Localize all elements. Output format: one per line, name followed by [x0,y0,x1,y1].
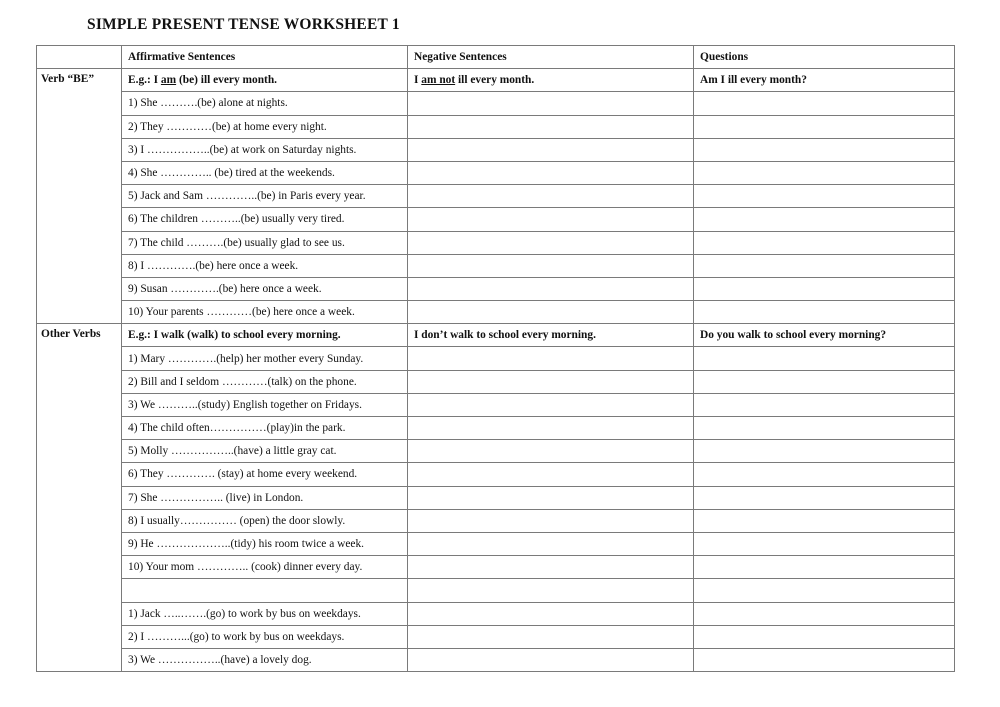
be-item-row [37,301,955,324]
negative-answer-cell[interactable] [408,393,694,416]
other-item-row [37,579,955,602]
negative-answer-cell[interactable] [408,301,694,324]
other-item-affirmative [122,579,408,602]
be-item-affirmative: 6) The children ………..(be) usually very tired. [122,208,408,231]
be-item-affirmative: 10) Your parents …………(be) here once a week. [122,301,408,324]
question-answer-cell[interactable] [694,277,955,300]
be-item-row [37,185,955,208]
be-example-neg-pre: I [414,74,422,87]
other-item-affirmative: 3) We ………..(study) English together on Fridays. [122,393,408,416]
be-item-row [37,208,955,231]
question-answer-cell[interactable] [694,486,955,509]
question-answer-cell[interactable] [694,185,955,208]
negative-answer-cell[interactable] [408,648,694,671]
negative-answer-cell[interactable] [408,161,694,184]
question-answer-cell[interactable] [694,579,955,602]
negative-answer-cell[interactable] [408,417,694,440]
question-answer-cell[interactable] [694,161,955,184]
be-example-aff-pre: E.g.: I [128,74,161,87]
other-item-affirmative: 5) Molly ……………..(have) a little gray cat. [122,440,408,463]
negative-answer-cell[interactable] [408,347,694,370]
be-item-affirmative: 5) Jack and Sam …………..(be) in Paris every year. [122,185,408,208]
negative-answer-cell[interactable] [408,231,694,254]
negative-answer-cell[interactable] [408,115,694,138]
question-answer-cell[interactable] [694,208,955,231]
negative-answer-cell[interactable] [408,579,694,602]
other-item-row [37,556,955,579]
be-item-row [37,161,955,184]
other-example-negative: I don’t walk to school every morning. [408,324,694,347]
be-section-label: Verb “BE” [37,69,122,324]
other-item-affirmative: 1) Jack …..…….(go) to work by bus on weekdays. [122,602,408,625]
other-section-label: Other Verbs [37,324,122,672]
other-item-affirmative: 4) The child often……………(play)in the park. [122,417,408,440]
question-answer-cell[interactable] [694,301,955,324]
question-answer-cell[interactable] [694,625,955,648]
negative-answer-cell[interactable] [408,138,694,161]
other-item-affirmative: 9) He ………………..(tidy) his room twice a week. [122,532,408,555]
negative-answer-cell[interactable] [408,556,694,579]
other-example-row [37,324,955,347]
be-item-affirmative: 7) The child ……….(be) usually glad to see us. [122,231,408,254]
other-item-row [37,625,955,648]
other-item-row [37,463,955,486]
question-answer-cell[interactable] [694,556,955,579]
other-item-affirmative: 2) Bill and I seldom …………(talk) on the phone. [122,370,408,393]
be-item-affirmative: 2) They …………(be) at home every night. [122,115,408,138]
negative-answer-cell[interactable] [408,509,694,532]
negative-answer-cell[interactable] [408,486,694,509]
other-example-question: Do you walk to school every morning? [694,324,955,347]
header-row [37,46,955,69]
question-answer-cell[interactable] [694,370,955,393]
question-answer-cell[interactable] [694,254,955,277]
other-item-row [37,440,955,463]
other-item-row [37,417,955,440]
question-answer-cell[interactable] [694,440,955,463]
be-item-affirmative: 1) She ……….(be) alone at nights. [122,92,408,115]
question-answer-cell[interactable] [694,509,955,532]
other-example-affirmative: E.g.: I walk (walk) to school every morning. [122,324,408,347]
be-item-row [37,254,955,277]
question-answer-cell[interactable] [694,602,955,625]
negative-answer-cell[interactable] [408,602,694,625]
other-item-row [37,509,955,532]
be-item-row [37,231,955,254]
other-item-affirmative: 8) I usually…………… (open) the door slowly. [122,509,408,532]
negative-answer-cell[interactable] [408,440,694,463]
other-item-affirmative: 1) Mary ………….(help) her mother every Sunday. [122,347,408,370]
other-item-row [37,602,955,625]
question-answer-cell[interactable] [694,347,955,370]
be-item-affirmative: 3) I ……………..(be) at work on Saturday nights. [122,138,408,161]
header-negative: Negative Sentences [408,46,694,69]
negative-answer-cell[interactable] [408,185,694,208]
negative-answer-cell[interactable] [408,208,694,231]
question-answer-cell[interactable] [694,115,955,138]
be-example-row [37,69,955,92]
other-item-affirmative: 10) Your mom ………….. (cook) dinner every day. [122,556,408,579]
other-item-row [37,370,955,393]
other-item-affirmative: 7) She …………….. (live) in London. [122,486,408,509]
negative-answer-cell[interactable] [408,532,694,555]
be-example-question: Am I ill every month? [694,69,955,92]
other-item-affirmative: 6) They …………. (stay) at home every weekend. [122,463,408,486]
be-item-row [37,277,955,300]
question-answer-cell[interactable] [694,648,955,671]
question-answer-cell[interactable] [694,92,955,115]
be-item-row [37,115,955,138]
header-blank [37,46,122,69]
negative-answer-cell[interactable] [408,625,694,648]
be-example-negative [408,69,694,92]
be-item-row [37,138,955,161]
question-answer-cell[interactable] [694,417,955,440]
other-item-row [37,648,955,671]
other-item-affirmative: 2) I ………...(go) to work by bus on weekdays. [122,625,408,648]
worksheet-table [36,45,955,672]
be-example-neg-post: ill every month. [455,74,535,87]
other-item-row [37,532,955,555]
negative-answer-cell[interactable] [408,463,694,486]
other-item-row [37,486,955,509]
question-answer-cell[interactable] [694,138,955,161]
be-example-aff-post: (be) ill every month. [176,74,278,87]
question-answer-cell[interactable] [694,463,955,486]
worksheet-title: SIMPLE PRESENT TENSE WORKSHEET 1 [87,16,400,33]
be-item-affirmative: 4) She ………….. (be) tired at the weekends. [122,161,408,184]
negative-answer-cell[interactable] [408,254,694,277]
be-item-affirmative: 8) I ………….(be) here once a week. [122,254,408,277]
negative-answer-cell[interactable] [408,92,694,115]
negative-answer-cell[interactable] [408,277,694,300]
header-affirmative: Affirmative Sentences [122,46,408,69]
negative-answer-cell[interactable] [408,370,694,393]
other-item-row [37,393,955,416]
other-item-row [37,347,955,370]
other-item-affirmative: 3) We ……………..(have) a lovely dog. [122,648,408,671]
be-item-affirmative: 9) Susan ………….(be) here once a week. [122,277,408,300]
question-answer-cell[interactable] [694,532,955,555]
be-example-aff-underlined: am [160,74,177,87]
question-answer-cell[interactable] [694,231,955,254]
be-item-row [37,92,955,115]
be-example-affirmative [122,69,408,92]
question-answer-cell[interactable] [694,393,955,416]
be-example-neg-underlined: am not [421,74,456,87]
header-questions: Questions [694,46,955,69]
